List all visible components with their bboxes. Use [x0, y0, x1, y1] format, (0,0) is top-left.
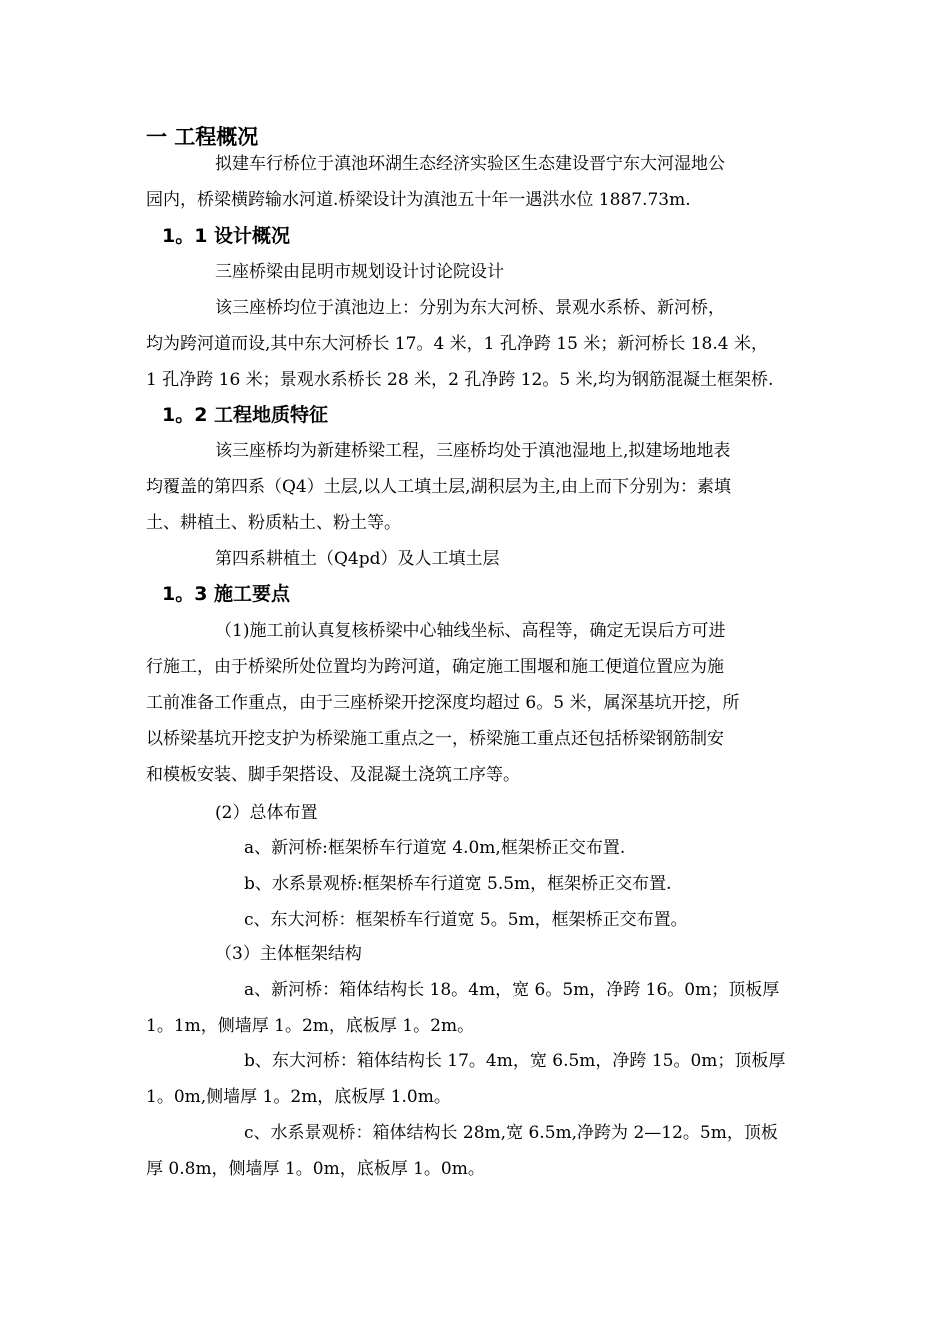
subsection-title-1-2: 1。2 工程地质特征 — [162, 404, 329, 426]
structure-heading: （3）主体框架结构 — [215, 944, 362, 964]
layout-item: b、水系景观桥:框架桥车行道宽 5.5m，框架桥正交布置. — [244, 874, 672, 894]
intro-line: 园内，桥梁横跨输水河道.桥梁设计为滇池五十年一遇洪水位 1887.73m. — [146, 190, 691, 210]
structure-item-a: a、新河桥：箱体结构长 18。4m，宽 6。5m，净跨 16。0m；顶板厚 — [244, 980, 780, 1000]
layout-item: c、东大河桥：框架桥车行道宽 5。5m，框架桥正交布置。 — [244, 910, 688, 930]
paragraph-line: 该三座桥均为新建桥梁工程，三座桥均处于滇池湿地上,拟建场地地表 — [215, 441, 731, 461]
layout-heading: (2）总体布置 — [215, 803, 318, 823]
structure-item-c: 厚 0.8m，侧墙厚 1。0m，底板厚 1。0m。 — [146, 1159, 485, 1179]
paragraph-line: 1 孔净跨 16 米；景观水系桥长 28 米，2 孔净跨 12。5 米,均为钢筋混凝土框架桥. — [146, 370, 774, 390]
paragraph-line: 第四系耕植土（Q4pd）及人工填土层 — [215, 549, 500, 569]
structure-item-a: 1。1m，侧墙厚 1。2m，底板厚 1。2m。 — [146, 1016, 475, 1036]
paragraph-line: 三座桥梁由昆明市规划设计讨论院设计 — [215, 262, 504, 282]
intro-line: 拟建车行桥位于滇池环湖生态经济实验区生态建设晋宁东大河湿地公 — [215, 154, 725, 174]
structure-item-c: c、水系景观桥：箱体结构长 28m,宽 6.5m,净跨为 2—12。5m，顶板 — [244, 1123, 778, 1143]
subsection-title-1-3: 1。3 施工要点 — [162, 583, 291, 605]
paragraph-line: 行施工，由于桥梁所处位置均为跨河道，确定施工围堰和施工便道位置应为施 — [146, 657, 724, 677]
paragraph-line: 该三座桥均位于滇池边上：分别为东大河桥、景观水系桥、新河桥， — [215, 298, 725, 318]
paragraph-line: 以桥梁基坑开挖支护为桥梁施工重点之一，桥梁施工重点还包括桥梁钢筋制安 — [146, 729, 724, 749]
structure-item-b: b、东大河桥：箱体结构长 17。4m，宽 6.5m，净跨 15。0m；顶板厚 — [244, 1051, 786, 1071]
paragraph-line: 和模板安装、脚手架搭设、及混凝土浇筑工序等。 — [146, 765, 520, 785]
paragraph-line: 均为跨河道而设,其中东大河桥长 17。4 米，1 孔净跨 15 米；新河桥长 18.4 米， — [146, 334, 768, 354]
subsection-title-1-1: 1。1 设计概况 — [162, 225, 291, 247]
paragraph-line: 工前准备工作重点，由于三座桥梁开挖深度均超过 6。5 米，属深基坑开挖，所 — [146, 693, 740, 713]
paragraph-line: 土、耕植土、粉质粘土、粉土等。 — [146, 513, 401, 533]
structure-item-b: 1。0m,侧墙厚 1。2m，底板厚 1.0m。 — [146, 1087, 451, 1107]
paragraph-line: 均覆盖的第四系（Q4）土层,以人工填土层,湖积层为主,由上而下分别为：素填 — [146, 477, 731, 497]
section-title: 一 工程概况 — [146, 125, 259, 149]
paragraph-line: （1)施工前认真复核桥梁中心轴线坐标、高程等，确定无误后方可进 — [215, 621, 726, 641]
layout-item: a、新河桥:框架桥车行道宽 4.0m,框架桥正交布置. — [244, 838, 626, 858]
